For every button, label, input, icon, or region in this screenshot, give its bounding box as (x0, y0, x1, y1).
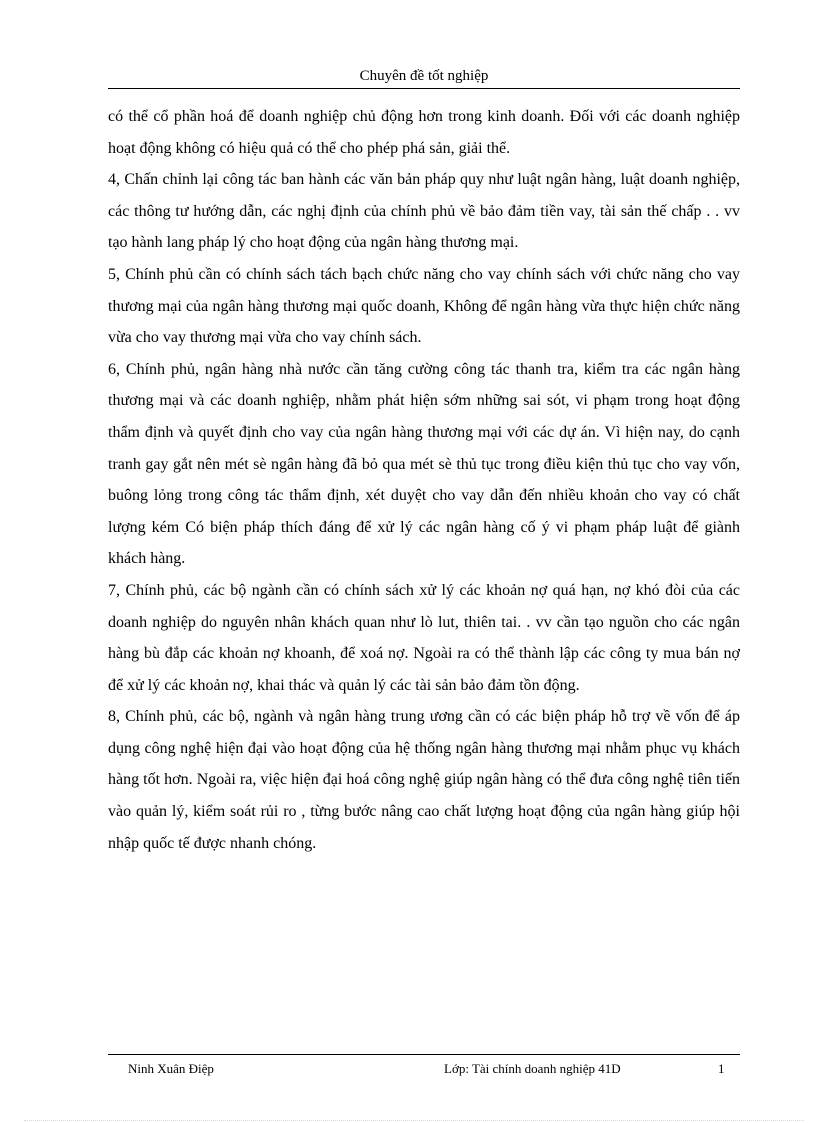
paragraph-item-5: 5, Chính phủ cần có chính sách tách bạch chức năng cho vay chính sách với chức năng cho vay thương mại của ngân hàng thương mại quốc doanh, Không để ngân hàng vừa thực hiện chức năng vừa cho vay thương mại vừa cho vay chính sách. (108, 265, 740, 347)
paragraph-item-8: 8, Chính phủ, các bộ, ngành và ngân hàng trung ương cần có các biện pháp hỗ trợ về vốn để áp dụng công nghệ hiện đại vào hoạt động của hệ thống ngân hàng thương mại nhằm phục vụ khách hàng tốt hơn. Ngoài ra, việc hiện đại hoá công nghệ giúp ngân hàng có thể đưa công nghệ tiên tiến vào quản lý, kiểm soát rủi ro , từng bước nâng cao chất lượng hoạt động của ngân hàng giúp hội nhập quốc tế được nhanh chóng. (108, 708, 740, 852)
paragraph-item-4: 4, Chấn chỉnh lại công tác ban hành các văn bản pháp quy như luật ngân hàng, luật doanh nghiệp, các thông tư hướng dẫn, các nghị định của chính phủ về bảo đảm tiền vay, tài sản thế chấp . . vv tạo hành lang pháp lý cho hoạt động của ngân hàng thương mại. (108, 171, 740, 252)
page-edge-divider (24, 1120, 804, 1121)
header-title: Chuyên đề tốt nghiệp (359, 68, 489, 84)
document-body (108, 101, 740, 859)
footer-page-number: 1 (718, 1061, 725, 1076)
footer-divider (108, 1054, 740, 1055)
header-divider (108, 88, 740, 89)
page-footer (128, 1060, 740, 1080)
paragraph-item-7: 7, Chính phủ, các bộ ngành cần có chính sách xử lý các khoản nợ quá hạn, nợ khó đòi của các doanh nghiệp do nguyên nhân khách quan như lò lut, thiên tai. . vv cần tạo nguồn cho các ngân hàng bù đắp các khoản nợ khoanh, để xoá nợ. Ngoài ra có thể thành lập các công ty mua bán nợ để xử lý các khoản nợ, khai thác và quản lý các tài sản bảo đảm tồn động. (108, 581, 740, 694)
paragraph-continuation: có thể cổ phần hoá để doanh nghiệp chủ động hơn trong kinh doanh. Đối với các doanh nghiệp hoạt động không có hiệu quả có thể cho phép phá sản, giải thể. (108, 108, 740, 157)
paragraph-item-6: 6, Chính phủ, ngân hàng nhà nước cần tăng cường công tác thanh tra, kiểm tra các ngân hàng thương mại và các doanh nghiệp, nhằm phát hiện sớm những sai sót, vi phạm trong hoạt động thẩm định và quyết định cho vay của ngân hàng thương mại với các dự án. Vì hiện nay, do cạnh tranh gay gắt nên mét sè ngân hàng đã bỏ qua mét sè thủ tục trong điều kiện thủ tục cho vay vốn, buông lỏng trong công tác thẩm định, xét duyệt cho vay dẫn đến nhiều khoản cho vay có chất lượng kém Có biện pháp thích đáng để xử lý các ngân hàng cố ý vi phạm pháp luật để giành khách hàng. (108, 360, 740, 568)
footer-author: Ninh Xuân Điệp (128, 1061, 214, 1076)
footer-class-label: Lớp: Tài chính doanh nghiệp 41D (444, 1061, 621, 1076)
